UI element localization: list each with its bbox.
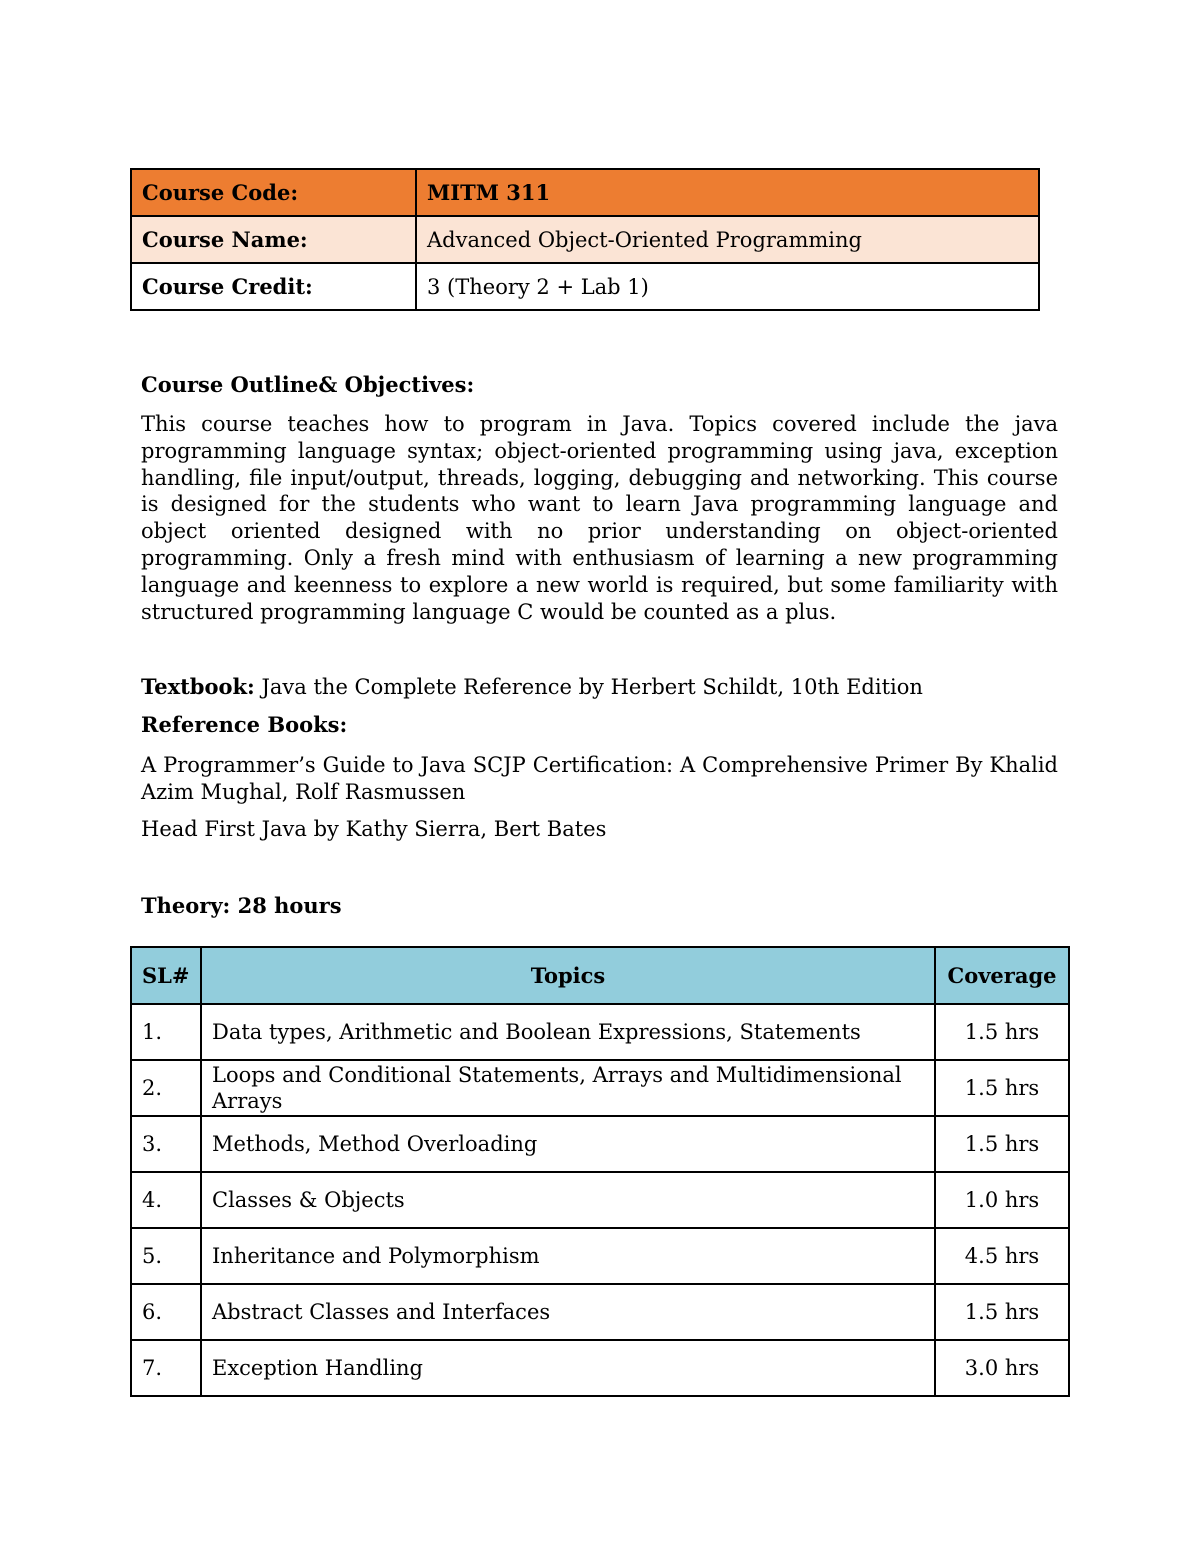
row-topic: Abstract Classes and Interfaces [201, 1284, 935, 1340]
row-topic: Exception Handling [201, 1340, 935, 1396]
row-topic: Classes & Objects [201, 1172, 935, 1228]
header-topics: Topics [201, 947, 935, 1004]
row-sl: 5. [131, 1228, 201, 1284]
table-row [131, 1116, 1069, 1172]
theory-table [130, 946, 1070, 1397]
theory-header-row [131, 947, 1069, 1004]
table-row [131, 1060, 1069, 1116]
row-coverage: 4.5 hrs [935, 1228, 1069, 1284]
row-sl: 1. [131, 1004, 201, 1060]
textbook-line [141, 674, 923, 699]
row-coverage: 1.5 hrs [935, 1116, 1069, 1172]
outline-paragraph: This course teaches how to program in Java. Topics covered include the java programming language syntax; object-oriented programming using java, exception handling, file input/output, threads, logging, debugging and networking. This course is designed for the students who want to learn Java programming language and object oriented designed with no prior understanding on object-oriented programming. Only a fresh mind with enthusiasm of learning a new programming language and keenness to explore a new world is required, but some familiarity with structured programming language C would be counted as a plus. [141, 412, 1058, 624]
row-sl: 3. [131, 1116, 201, 1172]
textbook-label: Textbook: [141, 674, 255, 699]
table-row [131, 1284, 1069, 1340]
course-code-value: MITM 311 [416, 169, 1039, 216]
row-coverage: 1.0 hrs [935, 1172, 1069, 1228]
row-sl: 4. [131, 1172, 201, 1228]
course-name-value: Advanced Object-Oriented Programming [416, 216, 1039, 263]
reference-book-2: Head First Java by Kathy Sierra, Bert Bates [141, 817, 607, 841]
course-code-label: Course Code: [131, 169, 416, 216]
row-topic: Data types, Arithmetic and Boolean Expressions, Statements [201, 1004, 935, 1060]
reference-heading: Reference Books: [141, 712, 348, 737]
course-credit-row [131, 263, 1039, 310]
row-topic: Methods, Method Overloading [201, 1116, 935, 1172]
course-credit-label: Course Credit: [131, 263, 416, 310]
row-coverage: 1.5 hrs [935, 1004, 1069, 1060]
course-name-label: Course Name: [131, 216, 416, 263]
row-topic: Loops and Conditional Statements, Arrays and Multidimensional Arrays [201, 1060, 935, 1116]
row-sl: 2. [131, 1060, 201, 1116]
row-topic: Inheritance and Polymorphism [201, 1228, 935, 1284]
course-info-table [130, 168, 1040, 311]
row-coverage: 1.5 hrs [935, 1060, 1069, 1116]
textbook-value: Java the Complete Reference by Herbert Schildt, 10th Edition [254, 675, 923, 699]
header-sl: SL# [131, 947, 201, 1004]
table-row [131, 1004, 1069, 1060]
table-row [131, 1172, 1069, 1228]
row-coverage: 3.0 hrs [935, 1340, 1069, 1396]
theory-heading: Theory: 28 hours [141, 893, 342, 918]
header-coverage: Coverage [935, 947, 1069, 1004]
row-coverage: 1.5 hrs [935, 1284, 1069, 1340]
outline-heading: Course Outline& Objectives: [141, 372, 475, 397]
course-name-row [131, 216, 1039, 263]
course-code-row [131, 169, 1039, 216]
row-sl: 7. [131, 1340, 201, 1396]
reference-book-1: A Programmer’s Guide to Java SCJP Certification: A Comprehensive Primer By Khalid Azim Mughal, Rolf Rasmussen [141, 753, 1058, 804]
course-credit-value: 3 (Theory 2 + Lab 1) [416, 263, 1039, 310]
table-row [131, 1228, 1069, 1284]
table-row [131, 1340, 1069, 1396]
row-sl: 6. [131, 1284, 201, 1340]
